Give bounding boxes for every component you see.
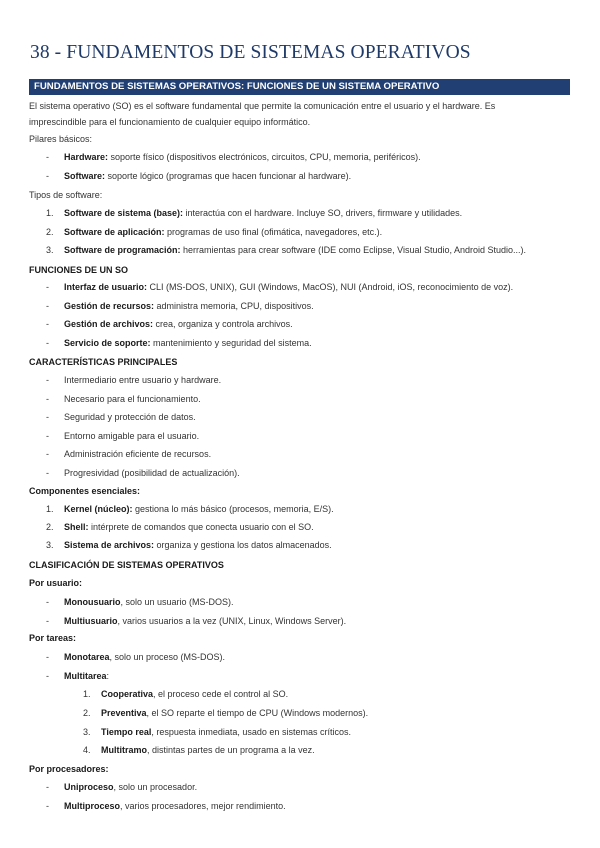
list-marker: 1.	[46, 504, 54, 514]
list-item-term: Hardware:	[64, 152, 109, 162]
list-item	[101, 688, 288, 700]
list-item-text: , el proceso cede el control al SO.	[153, 689, 289, 699]
list-item	[101, 744, 315, 756]
list-item	[64, 651, 225, 663]
list-marker: -	[46, 152, 49, 162]
list-item	[64, 800, 286, 812]
clasificacion-heading: CLASIFICACIÓN DE SISTEMAS OPERATIVOS	[29, 560, 224, 570]
list-item-term: Sistema de archivos:	[64, 540, 155, 550]
list-item	[64, 207, 462, 219]
list-item-text: Necesario para el funcionamiento.	[64, 393, 201, 404]
caracteristicas-heading: CARACTERÍSTICAS PRINCIPALES	[29, 357, 178, 367]
list-item-term: Monousuario	[64, 597, 121, 607]
list-marker: -	[46, 615, 49, 626]
list-item-text: intérprete de comandos que conecta usuario con el SO.	[88, 522, 314, 532]
componentes-heading: Componentes esenciales:	[29, 486, 141, 496]
list-item-term: Interfaz de usuario:	[64, 282, 148, 292]
list-item-text: interactúa con el hardware. Incluye SO, drivers, firmware y utilidades.	[183, 208, 463, 218]
tipos-label: Tipos de software:	[29, 190, 103, 200]
list-item-text: soporte lógico (programas que hacen funcionar al hardware).	[105, 171, 352, 181]
list-item-term: Software de aplicación:	[64, 226, 165, 237]
list-item-term: Multitarea	[64, 671, 107, 681]
list-marker: -	[46, 282, 49, 292]
list-item	[101, 707, 368, 719]
list-item	[64, 670, 109, 682]
list-item	[64, 374, 221, 386]
list-marker: -	[46, 393, 49, 404]
list-item-term: Servicio de soporte:	[64, 337, 151, 348]
list-marker: -	[46, 171, 49, 181]
list-item-text: , solo un proceso (MS-DOS).	[109, 652, 226, 662]
list-item-term: Uniproceso	[64, 782, 114, 792]
list-item-text: Seguridad y protección de datos.	[64, 412, 196, 423]
list-item-term: Multiusuario	[64, 615, 118, 626]
list-item	[64, 151, 421, 163]
list-item	[64, 430, 199, 442]
list-item-term: Software de programación:	[64, 245, 181, 255]
list-item	[64, 226, 382, 238]
list-item-term: Software de sistema (base):	[64, 208, 184, 218]
list-item	[64, 281, 513, 293]
list-item-text: soporte físico (dispositivos electrónicos, circuitos, CPU, memoria, periféricos).	[108, 152, 421, 162]
por-tareas-label: Por tareas:	[29, 633, 77, 643]
list-item-text: mantenimiento y seguridad del sistema.	[150, 337, 312, 348]
list-marker: 1.	[83, 689, 91, 699]
list-item-text: , distintas partes de un programa a la vez.	[147, 745, 315, 756]
list-item	[64, 393, 201, 405]
list-item-text: CLI (MS-DOS, UNIX), GUI (Windows, MacOS), NUI (Android, iOS, reconocimiento de voz).	[147, 282, 514, 292]
list-item-term: Monotarea	[64, 652, 110, 662]
list-item-text: Administración eficiente de recursos.	[64, 449, 212, 460]
intro-line-1: El sistema operativo (SO) es el software fundamental que permite la comunicación entre el usuario y el hardware. Es	[29, 101, 496, 111]
list-item	[64, 170, 351, 182]
list-item-text: Progresividad (posibilidad de actualización).	[64, 468, 240, 478]
list-marker: 2.	[46, 522, 54, 532]
list-item	[64, 781, 197, 793]
list-item-term: Multiproceso	[64, 801, 121, 811]
list-item	[64, 337, 312, 349]
list-item-text: , varios usuarios a la vez (UNIX, Linux, Windows Server).	[117, 615, 347, 626]
list-marker: 1.	[46, 208, 54, 218]
list-marker: -	[46, 671, 49, 681]
list-marker: -	[46, 801, 49, 811]
list-item-text: :	[106, 671, 110, 681]
list-item-text: Entorno amigable para el usuario.	[64, 430, 200, 441]
list-item	[64, 318, 293, 330]
list-item-text: , respuesta inmediata, usado en sistemas críticos.	[151, 726, 351, 737]
list-item	[64, 467, 240, 479]
page-title: 38 - FUNDAMENTOS DE SISTEMAS OPERATIVOS	[30, 42, 471, 63]
list-marker: 2.	[83, 707, 91, 718]
list-marker: -	[46, 430, 49, 441]
list-item	[64, 411, 196, 423]
list-item	[64, 503, 334, 515]
list-marker: -	[46, 375, 49, 385]
list-item	[64, 300, 314, 312]
list-item-term: Kernel (núcleo):	[64, 504, 133, 514]
section-banner: FUNDAMENTOS DE SISTEMAS OPERATIVOS: FUNCIONES DE UN SISTEMA OPERATIVO	[29, 79, 570, 95]
list-item-text: programas de uso final (ofimática, navegadores, etc.).	[164, 226, 383, 237]
list-item	[64, 596, 234, 608]
list-item-term: Gestión de recursos:	[64, 300, 155, 311]
list-item-text: administra memoria, CPU, dispositivos.	[154, 300, 314, 311]
pilares-label: Pilares básicos:	[29, 134, 93, 144]
list-item	[64, 615, 346, 627]
list-marker: 3.	[46, 245, 54, 255]
list-item-text: , el SO reparte el tiempo de CPU (Windows modernos).	[146, 707, 369, 718]
funciones-heading: FUNCIONES DE UN SO	[29, 265, 129, 275]
list-item-text: , solo un procesador.	[113, 782, 198, 792]
list-item-text: gestiona lo más básico (procesos, memoria, E/S).	[132, 504, 334, 514]
por-usuario-label: Por usuario:	[29, 578, 83, 588]
list-marker: 3.	[46, 540, 54, 550]
list-item-term: Software:	[64, 171, 106, 181]
list-item-term: Cooperativa	[101, 689, 154, 699]
list-marker: -	[46, 412, 49, 423]
list-marker: -	[46, 782, 49, 792]
list-item-term: Shell:	[64, 522, 89, 532]
list-item	[64, 448, 211, 460]
list-marker: 2.	[46, 226, 54, 237]
list-item	[101, 726, 351, 738]
list-item-text: , solo un usuario (MS-DOS).	[120, 597, 234, 607]
list-marker: -	[46, 652, 49, 662]
list-item-text: organiza y gestiona los datos almacenados.	[154, 540, 332, 550]
list-marker: -	[46, 449, 49, 460]
list-item-text: herramientas para crear software (IDE como Eclipse, Visual Studio, Android Studio...).	[180, 245, 527, 255]
list-item-text: Intermediario entre usuario y hardware.	[64, 375, 222, 385]
list-marker: -	[46, 337, 49, 348]
list-item-text: , varios procesadores, mejor rendimiento.	[120, 801, 286, 811]
list-marker: -	[46, 468, 49, 478]
list-item-text: crea, organiza y controla archivos.	[153, 319, 293, 329]
intro-line-2: imprescindible para el funcionamiento de cualquier equipo informático.	[29, 117, 311, 127]
list-marker: -	[46, 319, 49, 329]
list-marker: -	[46, 300, 49, 311]
list-marker: 4.	[83, 745, 91, 756]
list-item	[64, 539, 332, 551]
list-item	[64, 244, 526, 256]
list-item-term: Gestión de archivos:	[64, 319, 154, 329]
list-marker: -	[46, 597, 49, 607]
list-item	[64, 521, 314, 533]
list-item-term: Preventiva	[101, 707, 147, 718]
por-procesadores-label: Por procesadores:	[29, 764, 109, 774]
list-marker: 3.	[83, 726, 91, 737]
list-item-term: Multitramo	[101, 745, 147, 756]
list-item-term: Tiempo real	[101, 726, 152, 737]
